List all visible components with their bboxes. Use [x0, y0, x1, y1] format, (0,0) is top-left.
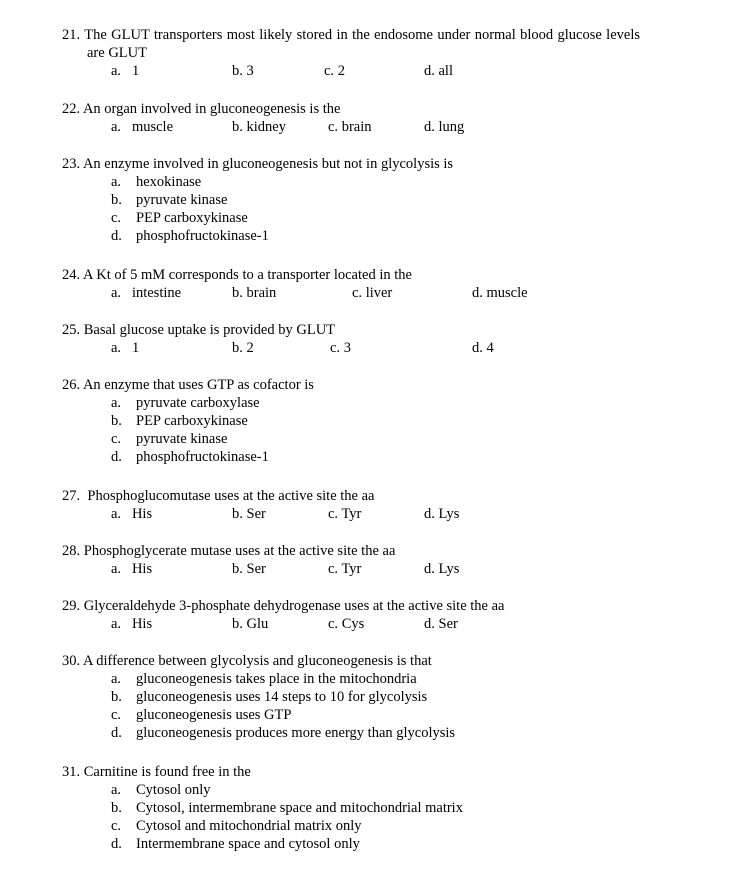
option-d[interactable]: d. Ser — [424, 616, 458, 632]
option-d[interactable]: d. Lys — [424, 561, 460, 577]
option-b[interactable]: b. 2 — [232, 340, 254, 356]
option-b[interactable]: b. Cytosol, intermembrane space and mitochondrial matrix — [111, 800, 463, 816]
options-row — [62, 62, 622, 80]
option-b[interactable]: b. brain — [232, 285, 277, 301]
option-b[interactable]: b. pyruvate kinase — [111, 192, 228, 208]
question-number: 22. — [62, 101, 81, 117]
question-stem — [62, 542, 622, 560]
option-d[interactable]: d. phosphofructokinase-1 — [111, 228, 269, 244]
option-d[interactable]: d. lung — [424, 119, 465, 135]
option-d[interactable]: d. muscle — [472, 285, 528, 301]
option-a[interactable]: a. His — [111, 561, 153, 577]
option-a[interactable]: a. pyruvate carboxylase — [111, 395, 260, 411]
option-b[interactable]: b. Ser — [232, 561, 266, 577]
question-number: 25. — [62, 322, 81, 338]
option-a[interactable]: a. 1 — [111, 340, 140, 356]
question-text: An enzyme involved in gluconeogenesis but not in glycolysis is — [82, 156, 454, 172]
option-c[interactable]: c. Tyr — [328, 506, 362, 522]
option-c[interactable]: c. 3 — [330, 340, 351, 356]
option-c[interactable]: c. gluconeogenesis uses GTP — [111, 707, 292, 723]
option-d[interactable]: d. Lys — [424, 506, 460, 522]
option-c[interactable]: c. Cytosol and mitochondrial matrix only — [111, 818, 362, 834]
option-b[interactable]: b. PEP carboxykinase — [111, 413, 248, 429]
question-25 — [62, 321, 622, 357]
option-a[interactable]: a. His — [111, 506, 153, 522]
options-row — [62, 505, 622, 523]
question-number: 26. — [62, 377, 81, 393]
option-c[interactable]: c. brain — [328, 119, 372, 135]
option-b[interactable]: b. gluconeogenesis uses 14 steps to 10 for glycolysis — [111, 689, 428, 705]
question-stem — [62, 266, 622, 284]
question-text: Glyceraldehyde 3-phosphate dehydrogenase uses at the active site the aa — [83, 598, 505, 614]
question-number: 27. — [62, 488, 81, 504]
question-text: A Kt of 5 mM corresponds to a transporter located in the — [82, 267, 412, 283]
option-d[interactable]: d. all — [424, 63, 453, 79]
option-a[interactable]: a. 1 — [111, 63, 140, 79]
question-stem — [62, 100, 622, 118]
question-29 — [62, 597, 622, 633]
question-text: Phosphoglucomutase uses at the active site the aa — [87, 488, 375, 504]
option-c[interactable]: c. PEP carboxykinase — [111, 210, 248, 226]
question-30 — [62, 652, 622, 742]
question-text: An enzyme that uses GTP as cofactor is — [82, 377, 314, 393]
question-number: 24. — [62, 267, 81, 283]
question-stem — [62, 597, 622, 615]
options-row — [62, 560, 622, 578]
option-d[interactable]: d. gluconeogenesis produces more energy than glycolysis — [111, 725, 456, 741]
question-number: 28. — [62, 543, 81, 559]
question-stem — [62, 763, 622, 781]
question-text: An organ involved in gluconeogenesis is the — [82, 101, 341, 117]
options-row — [62, 615, 622, 633]
option-d[interactable]: d. phosphofructokinase-1 — [111, 449, 269, 465]
question-text: Basal glucose uptake is provided by GLUT — [83, 322, 336, 338]
question-stem — [62, 26, 640, 62]
options-row — [62, 339, 622, 357]
option-d[interactable]: d. 4 — [472, 340, 494, 356]
question-24 — [62, 266, 622, 302]
question-26 — [62, 376, 622, 466]
question-27 — [62, 487, 622, 523]
option-b[interactable]: b. Glu — [232, 616, 269, 632]
question-stem — [62, 321, 622, 339]
question-number: 21. — [62, 27, 81, 43]
question-23 — [62, 155, 622, 245]
question-number: 23. — [62, 156, 81, 172]
question-stem — [62, 376, 622, 394]
option-c[interactable]: c. liver — [352, 285, 393, 301]
option-c[interactable]: c. Cys — [328, 616, 365, 632]
option-c[interactable]: c. pyruvate kinase — [111, 431, 228, 447]
question-number: 29. — [62, 598, 81, 614]
option-c[interactable]: c. Tyr — [328, 561, 362, 577]
option-b[interactable]: b. 3 — [232, 63, 254, 79]
options-row — [62, 284, 622, 302]
option-a[interactable]: a. gluconeogenesis takes place in the mitochondria — [111, 671, 417, 687]
option-b[interactable]: b. kidney — [232, 119, 286, 135]
option-c[interactable]: c. 2 — [324, 63, 345, 79]
option-a[interactable]: a. Cytosol only — [111, 782, 211, 798]
question-31 — [62, 763, 622, 853]
option-b[interactable]: b. Ser — [232, 506, 266, 522]
question-stem — [62, 487, 622, 505]
option-a[interactable]: a. hexokinase — [111, 174, 202, 190]
question-21 — [62, 26, 640, 80]
question-text: The GLUT transporters most likely stored in the endosome under normal blood glucose levels are GLUT — [84, 27, 640, 61]
question-number: 31. — [62, 764, 81, 780]
question-stem — [62, 652, 622, 670]
options-row — [62, 118, 622, 136]
option-d[interactable]: d. Intermembrane space and cytosol only — [111, 836, 360, 852]
option-a[interactable]: a. muscle — [111, 119, 174, 135]
question-22 — [62, 100, 622, 136]
question-stem — [62, 155, 622, 173]
option-a[interactable]: a. intestine — [111, 285, 182, 301]
question-number: 30. — [62, 653, 81, 669]
question-text: Carnitine is found free in the — [83, 764, 251, 780]
question-text: A difference between glycolysis and gluconeogenesis is that — [82, 653, 432, 669]
question-text: Phosphoglycerate mutase uses at the active site the aa — [83, 543, 396, 559]
question-28 — [62, 542, 622, 578]
option-a[interactable]: a. His — [111, 616, 153, 632]
